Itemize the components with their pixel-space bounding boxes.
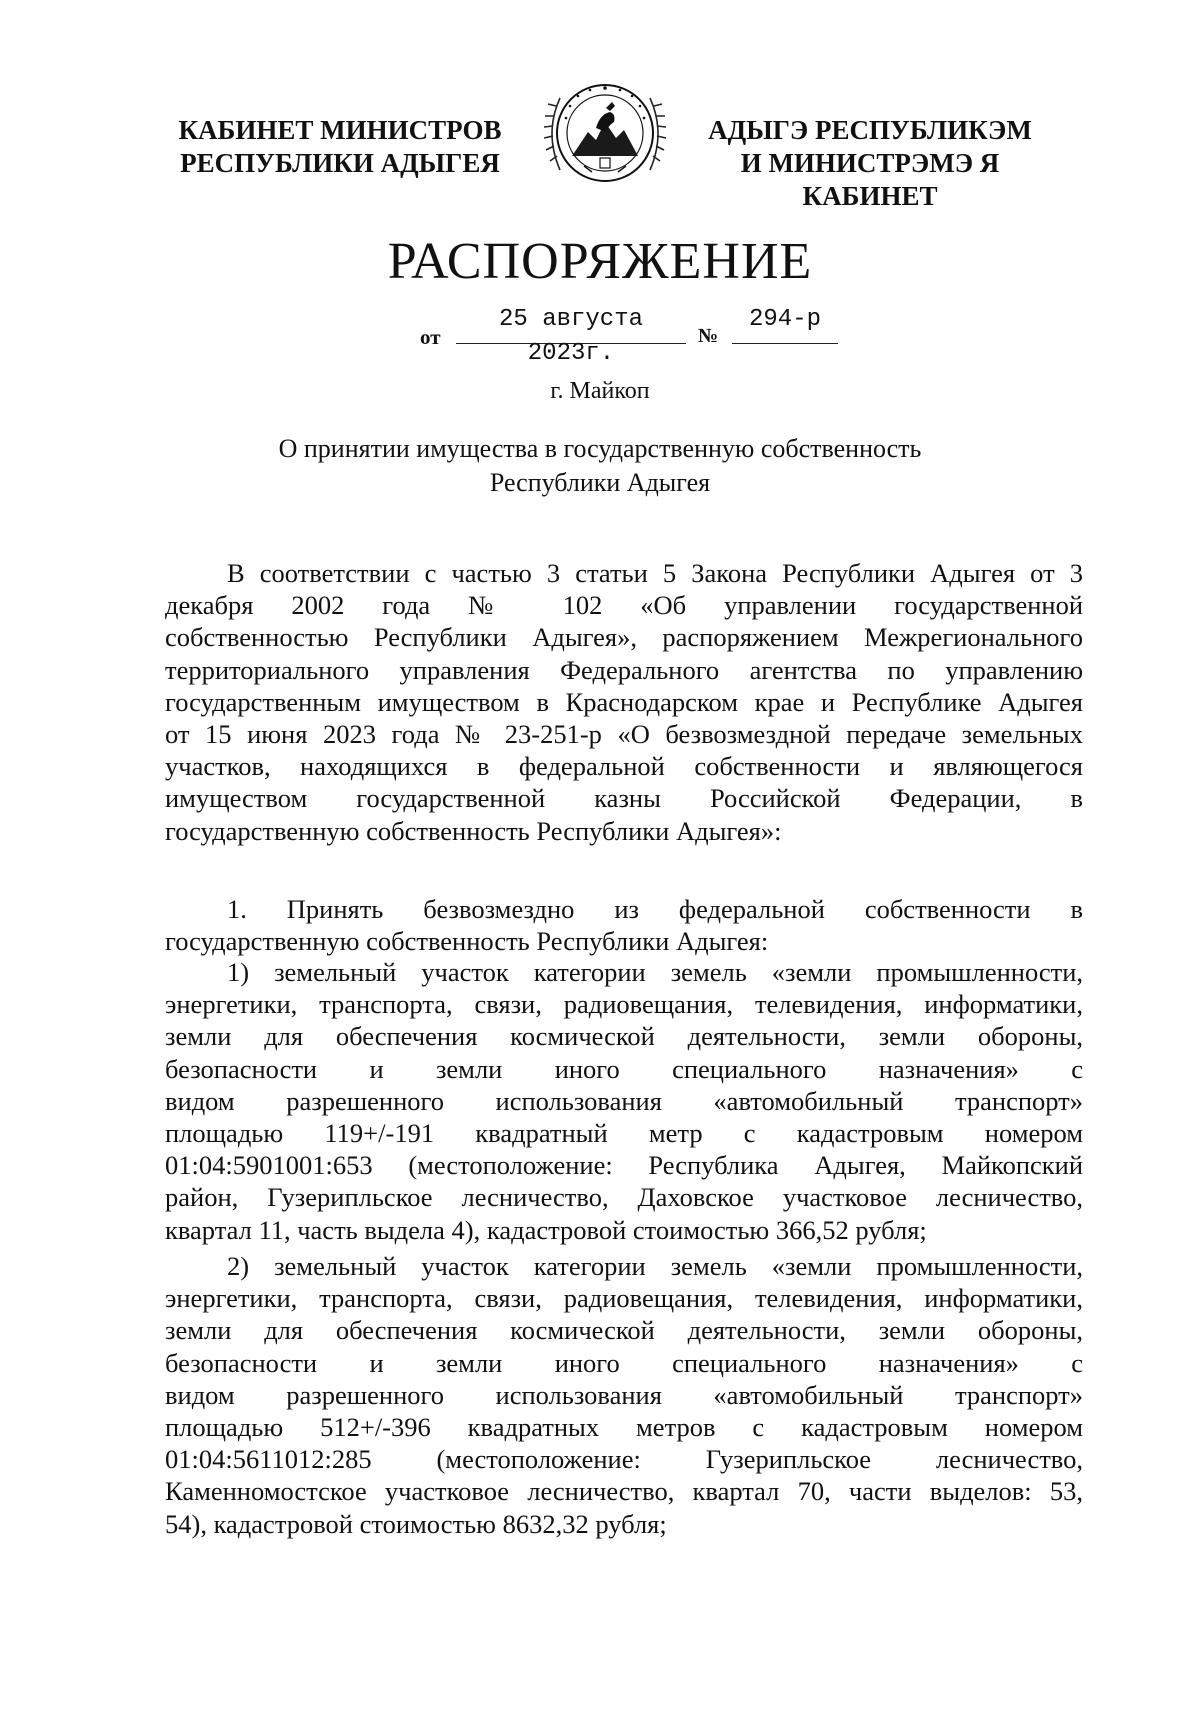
subject-line1: О принятии имущества в государственную собственность (278, 434, 922, 463)
number-prefix: № (698, 325, 719, 347)
text-line: безопасности и земли иного специального назначения» с (165, 1053, 1083, 1084)
text-line: 1) земельный участок категории земель «земли промышленности, (227, 957, 1083, 987)
text-line: Каменномостское участковое лесничество, квартал 70, части выделов: 53, (165, 1476, 1083, 1507)
header-left-line2: РЕСПУБЛИКИ АДЫГЕЯ (180, 148, 500, 178)
text-line: земли для обеспечения космической деятельности, земли обороны, (165, 1315, 1083, 1346)
text-line: 54), кадастровой стоимостью 8632,32 рубля; (165, 1508, 667, 1539)
text-line: имуществом государственной казны Российской Федерации, в (165, 783, 1083, 814)
text-line: квартал 11, часть выдела 4), кадастровой стоимостью 366,52 рубля; (165, 1214, 927, 1245)
text-line: безопасности и земли иного специального назначения» с (165, 1347, 1083, 1378)
header-left (150, 114, 530, 180)
text-line: 01:04:5611012:285 (местоположение: Гузерипльское лесничество, (165, 1444, 1083, 1475)
preamble-paragraph (165, 557, 1083, 847)
text-line: площадью 119+/-191 квадратный метр с кадастровым номером (165, 1118, 1083, 1149)
header-right (680, 114, 1060, 213)
document-title: РАСПОРЯЖЕНИЕ (387, 233, 813, 290)
text-line: территориального управления Федерального агентства по управлению (165, 654, 1083, 685)
text-line: государственным имуществом в Краснодарском крае и Республике Адыгея (165, 686, 1083, 717)
text-line: государственную собственность Республики Адыгея»: (165, 815, 782, 846)
text-line: государственную собственность Республики Адыгея: (165, 926, 769, 957)
text-line: 01:04:5901001:653 (местоположение: Республика Адыгея, Майкопский (165, 1150, 1083, 1181)
sub-item-1-paragraph (165, 956, 1083, 1246)
text-line: декабря 2002 года № 102 «Об управлении государственной (165, 590, 1083, 621)
text-line: энергетики, транспорта, связи, радиовещания, телевидения, информатики, (165, 1283, 1083, 1314)
subject-line2: Республики Адыгея (489, 468, 711, 497)
text-line: В соответствии с частью 3 статьи 5 Закона Республики Адыгея от 3 (227, 558, 1083, 588)
sub-item-2-paragraph (165, 1250, 1083, 1540)
header-right-line2: И МИНИСТРЭМЭ Я КАБИНЕТ (740, 148, 1000, 211)
text-line: собственностью Республики Адыгея», распоряжением Межрегионального (165, 622, 1083, 653)
item-1-paragraph (165, 893, 1083, 957)
document-subject (200, 432, 1000, 500)
text-line: 1. Принять безвозмездно из федеральной собственности в (227, 894, 1083, 924)
document-date: 25 августа 2023г. (456, 303, 686, 344)
text-line: от 15 июня 2023 года № 23-251-р «О безвозмездной передаче земельных (165, 719, 1083, 750)
text-line: видом разрешенного использования «автомобильный транспорт» (165, 1085, 1083, 1116)
header-left-line1: КАБИНЕТ МИНИСТРОВ (178, 115, 502, 145)
document-city: г. Майкоп (550, 378, 650, 404)
document-number: 294-р (732, 303, 838, 344)
text-line: земли для обеспечения космической деятельности, земли обороны, (165, 1021, 1083, 1052)
text-line: участков, находящихся в федеральной собственности и являющегося (165, 751, 1083, 782)
text-line: энергетики, транспорта, связи, радиовещания, телевидения, информатики, (165, 989, 1083, 1020)
text-line: площадью 512+/-396 квадратных метров с кадастровым номером (165, 1412, 1083, 1443)
text-line: 2) земельный участок категории земель «земли промышленности, (227, 1251, 1083, 1281)
date-prefix: от (420, 325, 441, 349)
text-line: район, Гузерипльское лесничество, Даховское участковое лесничество, (165, 1182, 1083, 1213)
text-line: видом разрешенного использования «автомобильный транспорт» (165, 1379, 1083, 1410)
date-number-line (420, 303, 840, 367)
header-right-line1: АДЫГЭ РЕСПУБЛИКЭМ (708, 115, 1032, 145)
republic-adygea-coat-of-arms-icon (530, 58, 680, 208)
